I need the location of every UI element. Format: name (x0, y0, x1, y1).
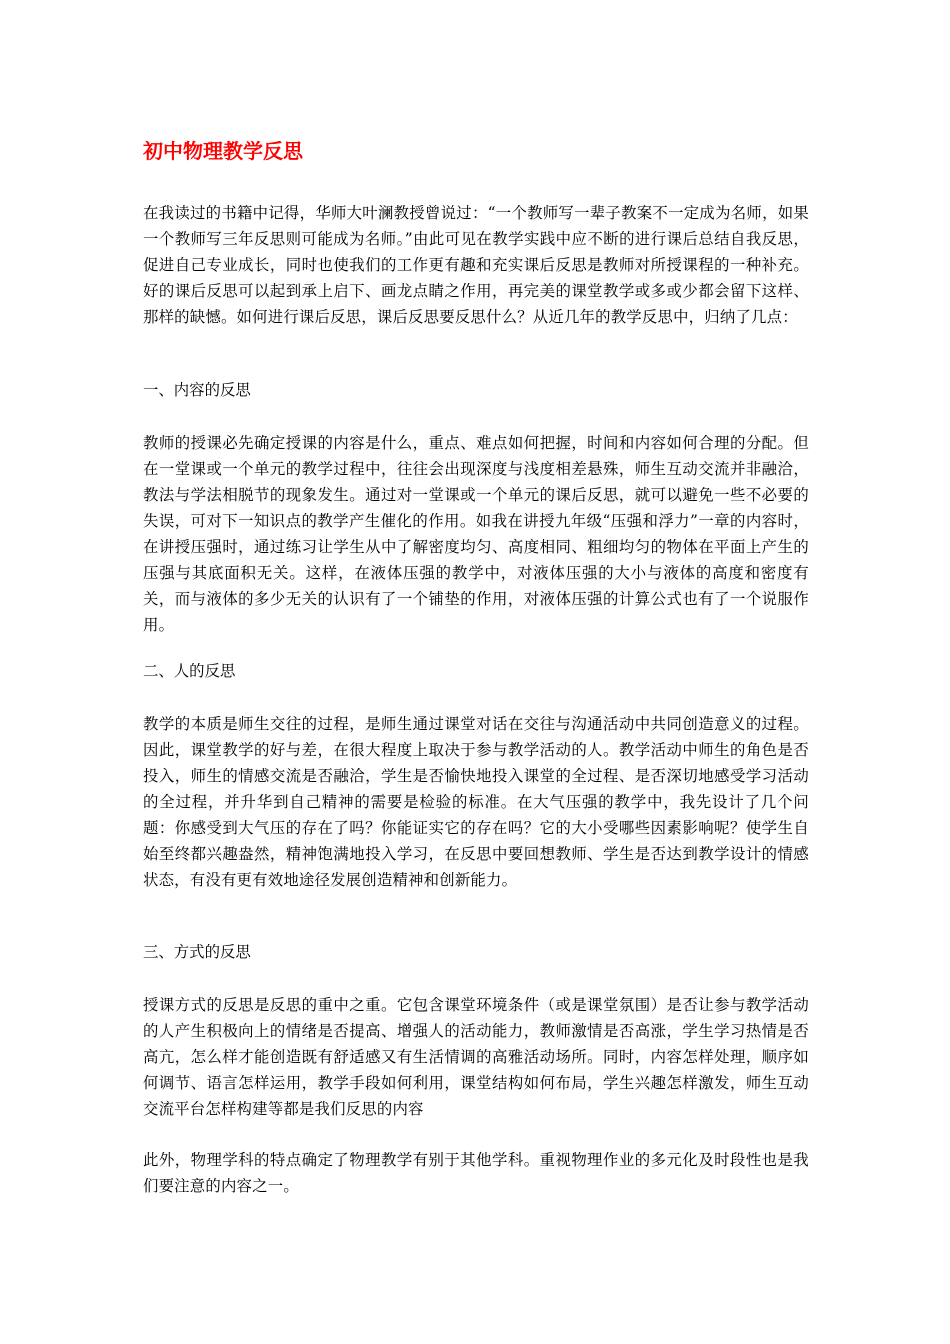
closing-paragraph: 此外，物理学科的特点确定了物理教学有别于其他学科。重视物理作业的多元化及时段性也是我们要注意的内容之一。 (143, 1151, 809, 1195)
document-title: 初中物理教学反思 (143, 139, 303, 163)
section-heading-content: 一、内容的反思 (143, 381, 251, 399)
section-heading-method: 三、方式的反思 (143, 943, 251, 961)
section-body-people: 教学的本质是师生交往的过程，是师生通过课堂对话在交往与沟通活动中共同创造意义的过程。因此，课堂教学的好与差，在很大程度上取决于参与教学活动的人。教学活动中师生的角色是否投入，师生的情感交流是否融洽，学生是否愉快地投入课堂的全过程、是否深切地感受学习活动的全过程，并升华到自己精神的需要是检验的标准。在大气压强的教学中，我先设计了几个问题：你感受到大气压的存在了吗？你能证实它的存在吗？它的大小受哪些因素影响呢？使学生自始至终都兴趣盎然，精神饱满地投入学习，在反思中要回想教师、学生是否达到教学设计的情感状态，有没有更有效地途径发展创造精神和创新能力。 (143, 715, 809, 889)
intro-paragraph: 在我读过的书籍中记得，华师大叶澜教授曾说过：“一个教师写一辈子教案不一定成为名师，如果一个教师写三年反思则可能成为名师。”由此可见在教学实践中应不断的进行课后总结自我反思，促进自己专业成长，同时也使我们的工作更有趣和充实课后反思是教师对所授课程的一种补充。好的课后反思可以起到承上启下、画龙点睛之作用，再完美的课堂教学或多或少都会留下这样、那样的缺憾。如何进行课后反思，课后反思要反思什么？从近几年的教学反思中，归纳了几点： (143, 204, 809, 326)
section-heading-people: 二、人的反思 (143, 662, 236, 680)
section-body-content: 教师的授课必先确定授课的内容是什么，重点、难点如何把握，时间和内容如何合理的分配。但在一堂课或一个单元的教学过程中，往往会出现深度与浅度相差悬殊，师生互动交流并非融洽，教法与学法相脱节的现象发生。通过对一堂课或一个单元的课后反思，就可以避免一些不必要的失误，可对下一知识点的教学产生催化的作用。如我在讲授九年级“压强和浮力”一章的内容时，在讲授压强时，通过练习让学生从中了解密度均匀、高度相同、粗细均匀的物体在平面上产生的压强与其底面积无关。这样，在液体压强的教学中，对液体压强的大小与液体的高度和密度有关，而与液体的多少无关的认识有了一个铺垫的作用，对液体压强的计算公式也有了一个说服作用。 (143, 434, 809, 634)
section-body-method: 授课方式的反思是反思的重中之重。它包含课堂环境条件（或是课堂氛围）是否让参与教学活动的人产生积极向上的情绪是否提高、增强人的活动能力，教师激情是否高涨，学生学习热情是否高亢，怎么样才能创造既有舒适感又有生活情调的高雅活动场所。同时，内容怎样处理，顺序如何调节、语言怎样运用，教学手段如何利用，课堂结构如何布局，学生兴趣怎样激发，师生互动交流平台怎样构建等都是我们反思的内容 (143, 996, 809, 1118)
